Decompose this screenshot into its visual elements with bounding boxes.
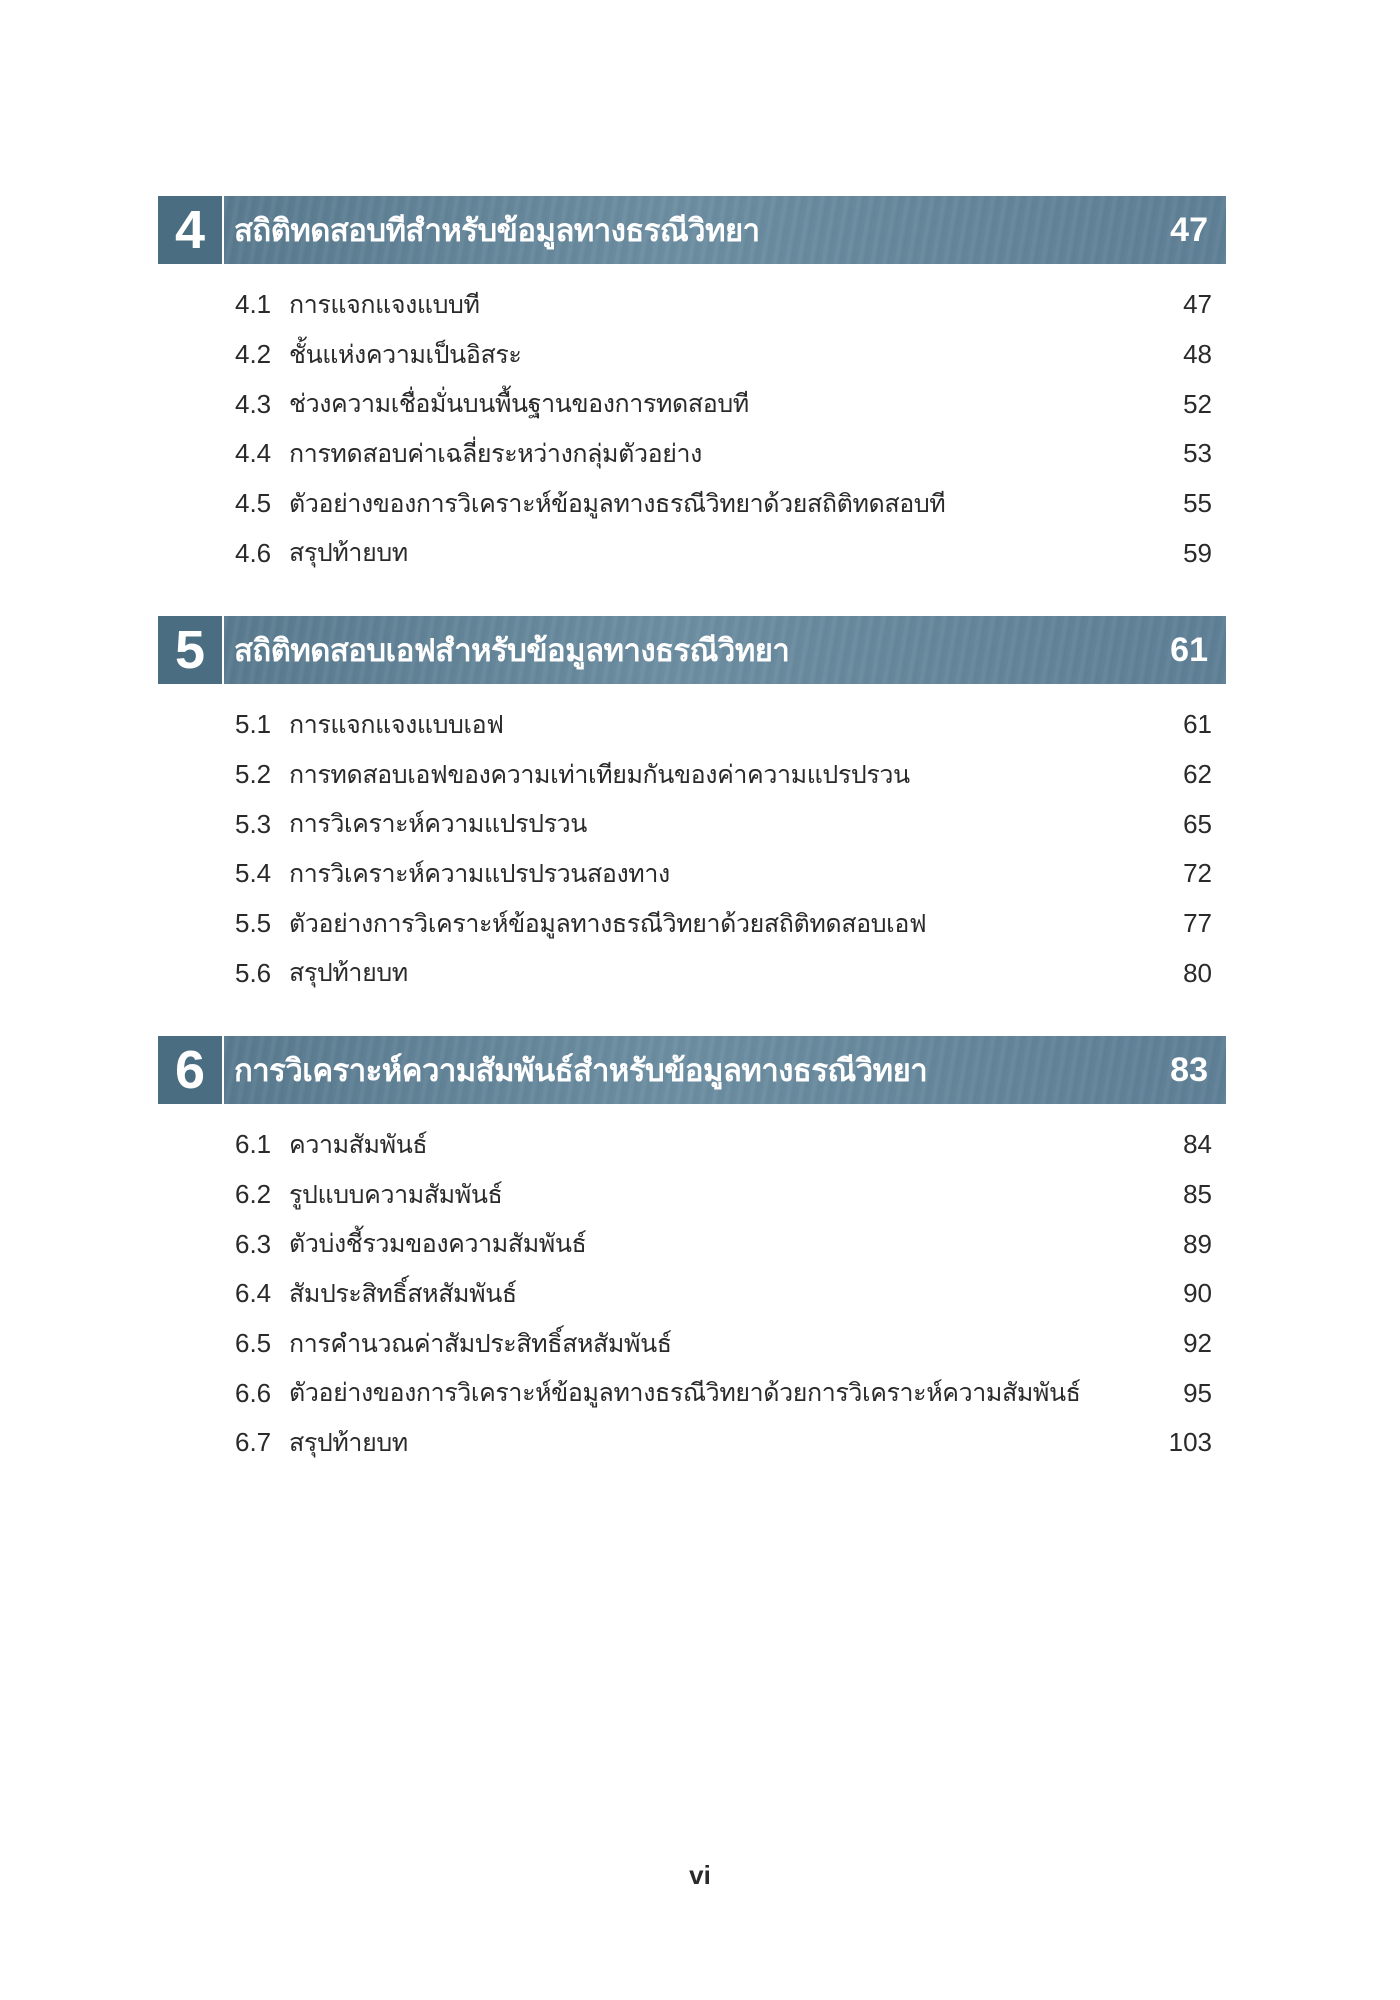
section-page-number: 90 <box>1183 1278 1212 1309</box>
section-title: ตัวบ่งชี้รวมของความสัมพันธ์ <box>289 1229 587 1259</box>
chapter-header <box>158 616 1226 684</box>
section-title: การแจกแจงแบบเอฟ <box>289 709 504 739</box>
section-page-number: 77 <box>1183 908 1212 939</box>
toc-entry[interactable] <box>158 899 1226 949</box>
toc-entry[interactable] <box>158 1219 1226 1269</box>
section-number: 5.6 <box>235 957 272 988</box>
toc-entry[interactable] <box>158 379 1226 429</box>
section-number: 6.3 <box>235 1228 272 1259</box>
toc-entry[interactable] <box>158 1418 1226 1468</box>
section-number: 4.6 <box>235 537 272 568</box>
section-number: 6.6 <box>235 1377 272 1408</box>
section-number: 5.4 <box>235 858 272 889</box>
section-title: ช่วงความเชื่อมั่นบนพื้นฐานของการทดสอบที <box>289 389 749 419</box>
toc-entry[interactable] <box>158 1368 1226 1418</box>
toc-entry[interactable] <box>158 799 1226 849</box>
section-page-number: 55 <box>1183 488 1212 519</box>
section-title: การทดสอบเอฟของความเท่าเทียมกันของค่าความแปรปรวน <box>289 759 910 789</box>
chapter-page-number: 83 <box>1170 1050 1208 1089</box>
chapter-header <box>158 1036 1226 1104</box>
chapter-header <box>158 196 1226 264</box>
section-title: สรุปท้ายบท <box>289 1427 408 1457</box>
toc-entry[interactable] <box>158 479 1226 529</box>
section-number: 4.2 <box>235 339 272 370</box>
section-number: 6.4 <box>235 1278 272 1309</box>
chapter-title: สถิติทดสอบทีสำหรับข้อมูลทางธรณีวิทยา <box>234 213 760 249</box>
chapter-4-section <box>158 196 1226 578</box>
section-page-number: 103 <box>1168 1427 1212 1458</box>
section-number: 4.3 <box>235 388 272 419</box>
chapter-5-section <box>158 616 1226 998</box>
section-title: การทดสอบค่าเฉลี่ยระหว่างกลุ่มตัวอย่าง <box>289 438 702 468</box>
toc-entry[interactable] <box>158 1319 1226 1369</box>
section-number: 5.3 <box>235 808 272 839</box>
section-page-number: 65 <box>1183 808 1212 839</box>
section-page-number: 89 <box>1183 1228 1212 1259</box>
section-number: 4.1 <box>235 289 272 320</box>
chapter-number: 4 <box>158 196 224 264</box>
section-title: สรุปท้ายบท <box>289 538 408 568</box>
section-page-number: 48 <box>1183 339 1212 370</box>
chapter-number: 5 <box>158 616 224 684</box>
section-page-number: 95 <box>1183 1377 1212 1408</box>
chapter-title-bar <box>224 616 1226 684</box>
section-number: 4.5 <box>235 488 272 519</box>
section-page-number: 84 <box>1183 1129 1212 1160</box>
section-page-number: 52 <box>1183 388 1212 419</box>
section-page-number: 61 <box>1183 709 1212 740</box>
section-title: การคำนวณค่าสัมประสิทธิ์สหสัมพันธ์ <box>289 1328 672 1358</box>
section-title: การวิเคราะห์ความแปรปรวนสองทาง <box>289 858 670 888</box>
toc-entry[interactable] <box>158 1269 1226 1319</box>
toc-entry[interactable] <box>158 528 1226 578</box>
section-list <box>158 280 1226 578</box>
chapter-number: 6 <box>158 1036 224 1104</box>
chapter-page-number: 47 <box>1170 210 1208 249</box>
chapter-title: สถิติทดสอบเอฟสำหรับข้อมูลทางธรณีวิทยา <box>234 633 790 669</box>
section-title: ตัวอย่างของการวิเคราะห์ข้อมูลทางธรณีวิทยาด้วยสถิติทดสอบที <box>289 488 946 518</box>
section-number: 6.2 <box>235 1179 272 1210</box>
toc-entry[interactable] <box>158 948 1226 998</box>
chapter-title-bar <box>224 1036 1226 1104</box>
section-number: 5.5 <box>235 908 272 939</box>
section-number: 5.1 <box>235 709 272 740</box>
section-title: ตัวอย่างการวิเคราะห์ข้อมูลทางธรณีวิทยาด้วยสถิติทดสอบเอฟ <box>289 908 927 938</box>
section-page-number: 47 <box>1183 289 1212 320</box>
toc-entry[interactable] <box>158 429 1226 479</box>
section-page-number: 53 <box>1183 438 1212 469</box>
page-number-footer: vi <box>689 1860 711 1890</box>
section-page-number: 85 <box>1183 1179 1212 1210</box>
chapter-page-number: 61 <box>1170 630 1208 669</box>
section-page-number: 92 <box>1183 1328 1212 1359</box>
section-title: รูปแบบความสัมพันธ์ <box>289 1179 503 1209</box>
chapter-title: การวิเคราะห์ความสัมพันธ์สำหรับข้อมูลทางธรณีวิทยา <box>234 1053 928 1089</box>
toc-entry[interactable] <box>158 750 1226 800</box>
section-title: สรุปท้ายบท <box>289 958 408 988</box>
toc-entry[interactable] <box>158 330 1226 380</box>
toc-entry[interactable] <box>158 1120 1226 1170</box>
toc-entry[interactable] <box>158 280 1226 330</box>
section-page-number: 72 <box>1183 858 1212 889</box>
section-title: การวิเคราะห์ความแปรปรวน <box>289 809 587 839</box>
section-list <box>158 700 1226 998</box>
section-title: ความสัมพันธ์ <box>289 1129 428 1159</box>
section-number: 6.7 <box>235 1427 272 1458</box>
toc-entry[interactable] <box>158 700 1226 750</box>
section-title: การแจกแจงแบบที <box>289 289 480 319</box>
section-number: 4.4 <box>235 438 272 469</box>
section-page-number: 80 <box>1183 957 1212 988</box>
chapter-6-section <box>158 1036 1226 1468</box>
chapter-title-bar <box>224 196 1226 264</box>
section-list <box>158 1120 1226 1468</box>
section-page-number: 59 <box>1183 537 1212 568</box>
section-number: 6.1 <box>235 1129 272 1160</box>
section-number: 6.5 <box>235 1328 272 1359</box>
section-title: ตัวอย่างของการวิเคราะห์ข้อมูลทางธรณีวิทยาด้วยการวิเคราะห์ความสัมพันธ์ <box>289 1378 1081 1408</box>
section-page-number: 62 <box>1183 759 1212 790</box>
toc-entry[interactable] <box>158 1170 1226 1220</box>
section-number: 5.2 <box>235 759 272 790</box>
section-title: สัมประสิทธิ์สหสัมพันธ์ <box>289 1278 517 1308</box>
toc-entry[interactable] <box>158 849 1226 899</box>
section-title: ชั้นแห่งความเป็นอิสระ <box>289 339 522 369</box>
